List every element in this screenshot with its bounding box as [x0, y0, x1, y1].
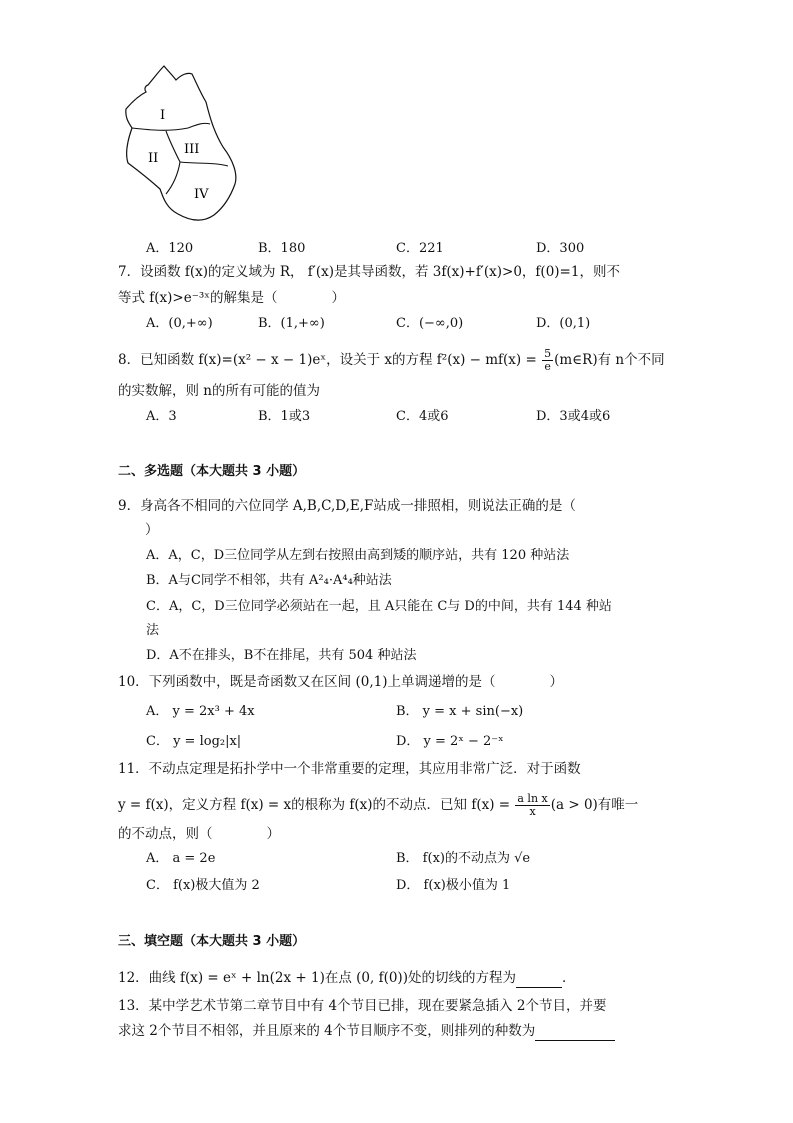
region-label-i: I — [160, 108, 166, 123]
q13-answer-blank[interactable] — [535, 1026, 615, 1041]
q6-option-a[interactable]: A．120 — [146, 241, 194, 256]
q13-line-1: 13．某中学艺术节第二章节目中有 4个节目已排，现在要紧急插入 2个节目，并要 — [118, 998, 607, 1014]
q8-option-b[interactable]: B．1或3 — [258, 409, 311, 424]
q6-option-b[interactable]: B．180 — [258, 241, 306, 256]
q10-option-a[interactable]: A． y = 2x³ + 4x — [146, 704, 255, 719]
q10-option-b[interactable]: B． y = x + sin(−x) — [396, 704, 524, 719]
map-border-horizontal — [132, 123, 210, 130]
q8-option-c[interactable]: C．4或6 — [396, 409, 449, 424]
q7-option-a[interactable]: A．(0,+∞) — [146, 316, 213, 331]
q8-line-1-start: 8．已知函数 f(x)=(x² − x − 1)eˣ，设关于 x的方程 f²(x) − mf(x) = — [118, 352, 542, 368]
q11-option-a[interactable]: A． a = 2e — [146, 851, 216, 866]
map-outline — [126, 66, 236, 220]
q11-fraction — [515, 793, 549, 818]
q8-line-1-end: (m∈R)有 n个不同 — [554, 352, 665, 368]
q7-option-c[interactable]: C．(−∞,0) — [396, 316, 464, 331]
q11-line-2-end: (a > 0)有唯一 — [550, 797, 639, 813]
q12-line — [118, 968, 575, 988]
q11-line-3: 的不动点，则（ ） — [118, 826, 280, 842]
q9-option-c-cont: 法 — [146, 623, 160, 638]
q11-fraction-denominator: x — [529, 805, 536, 818]
q8-line-1 — [118, 348, 665, 373]
q6-option-d[interactable]: D．300 — [536, 241, 585, 256]
q8-line-2: 的实数解，则 n的所有可能的值为 — [118, 383, 320, 399]
map-border-middle — [166, 131, 180, 194]
q7-line-1: 7．设函数 f(x)的定义域为 R， f′(x)是其导函数，若 3f(x)+f′(x)>0，f(0)=1，则不 — [118, 264, 620, 280]
q8-option-a[interactable]: A．3 — [146, 409, 177, 424]
q11-option-b[interactable]: B． f(x)的不动点为 √e — [396, 851, 531, 866]
q8-fraction — [542, 348, 553, 373]
q13-text: 求这 2个节目不相邻，并且原来的 4个节目顺序不变，则排列的种数为 — [118, 1023, 536, 1039]
region-map-figure — [118, 62, 243, 227]
q11-fraction-numerator: a ln x — [517, 792, 548, 805]
q9-option-c[interactable]: C．A，C，D三位同学必须站在一起，且 A只能在 C与 D的中间，共有 144 种站 — [146, 599, 612, 614]
map-border-lower — [180, 162, 228, 166]
q9-option-d[interactable]: D．A不在排头，B不在排尾，共有 504 种站法 — [146, 648, 417, 663]
region-label-iii: III — [184, 142, 200, 157]
region-label-iv: IV — [194, 187, 209, 202]
q12-answer-blank[interactable] — [516, 973, 562, 988]
q11-line-2-start: y = f(x)，定义方程 f(x) = x的根称为 f(x)的不动点．已知 f(x) = — [118, 797, 515, 813]
q11-line-1: 11．不动点定理是拓扑学中一个非常重要的定理，其应用非常广泛．对于函数 — [118, 761, 581, 777]
region-label-ii: II — [148, 151, 159, 166]
q8-fraction-numerator: 5 — [544, 347, 552, 360]
section-3-heading: 三、填空题（本大题共 3 小题） — [118, 934, 306, 949]
q9-line-2: ） — [118, 522, 159, 538]
q13-line-2 — [118, 1021, 615, 1041]
q10-option-c[interactable]: C． y = log₂|x| — [146, 734, 242, 749]
q9-option-a[interactable]: A．A，C，D三位同学从左到右按照由高到矮的顺序站，共有 120 种站法 — [146, 548, 570, 563]
q9-option-b[interactable]: B．A与C同学不相邻，共有 A²₄·A⁴₄种站法 — [146, 573, 392, 588]
q7-option-d[interactable]: D．(0,1) — [536, 316, 591, 331]
section-2-heading: 二、多选题（本大题共 3 小题） — [118, 464, 306, 479]
q9-line-1: 9．身高各不相同的六位同学 A,B,C,D,E,F站成一排照相，则说法正确的是（ — [118, 498, 576, 514]
q8-fraction-denominator: e — [544, 360, 551, 373]
q10-line-1: 10．下列函数中，既是奇函数又在区间 (0,1)上单调递增的是（ ） — [118, 674, 563, 690]
q11-option-c[interactable]: C． f(x)极大值为 2 — [146, 878, 260, 893]
q12-text: 12．曲线 f(x) = eˣ + ln(2x + 1)在点 (0, f(0))处的切线的方程为 — [118, 970, 516, 986]
q8-option-d[interactable]: D．3或4或6 — [536, 409, 611, 424]
q12-tail: ． — [561, 970, 576, 986]
q7-option-b[interactable]: B．(1,+∞) — [258, 316, 325, 331]
q11-option-d[interactable]: D． f(x)极小值为 1 — [396, 878, 511, 893]
q6-option-c[interactable]: C．221 — [396, 241, 444, 256]
q7-line-2: 等式 f(x)>e⁻³ˣ的解集是（ ） — [118, 290, 345, 306]
q11-line-2 — [118, 793, 638, 818]
q10-option-d[interactable]: D． y = 2ˣ − 2⁻ˣ — [396, 734, 504, 749]
